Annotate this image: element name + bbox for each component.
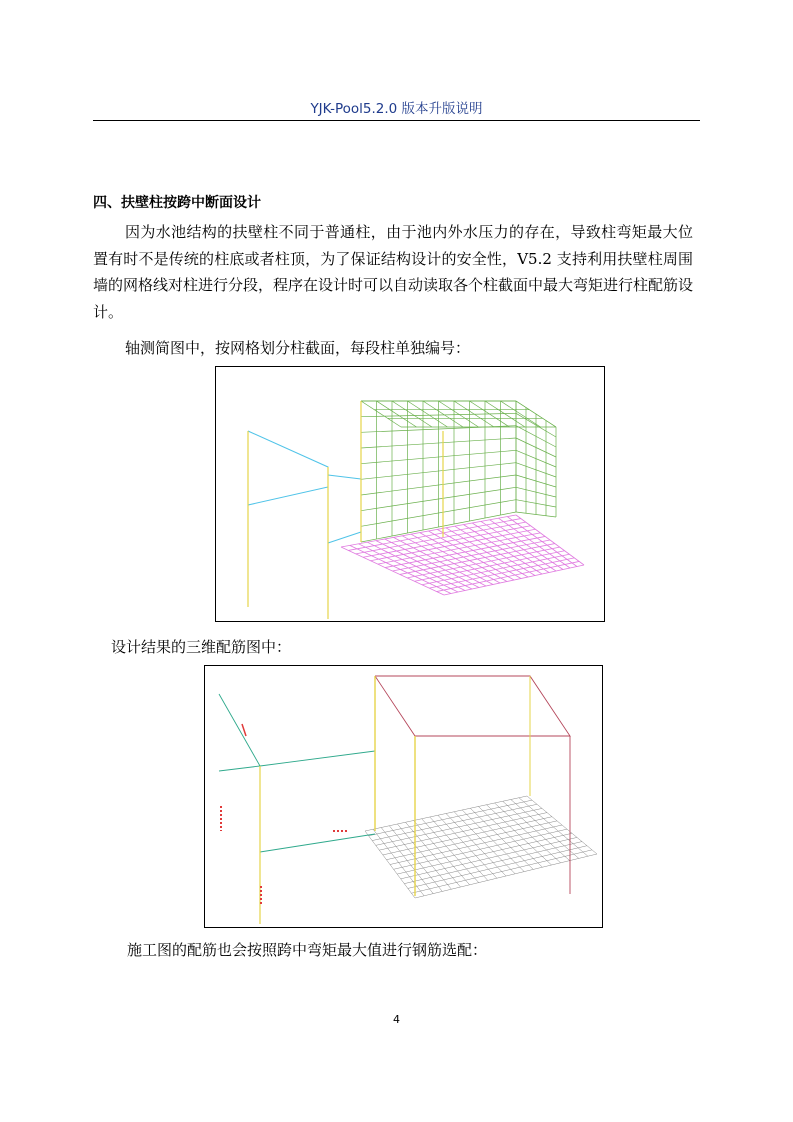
figure3-caption: 施工图的配筋也会按照跨中弯矩最大值进行钢筋选配：: [127, 941, 488, 959]
page-number: 4: [393, 1013, 400, 1026]
axonometric-figure: [215, 366, 605, 622]
page-header: YJK-Pool5.2.0 版本升版说明: [310, 101, 483, 117]
header-divider: [93, 120, 700, 121]
body-paragraph: 因为水池结构的扶壁柱不同于普通柱，由于池内外水压力的存在，导致柱弯矩最大位置有时不是传统的柱底或者柱顶，为了保证结构设计的安全性，V5.2 支持利用扶壁柱周围墙的网格线对柱进行分段，程序在设计时可以自动读取各个柱截面中最大弯矩进行柱配筋设计。: [93, 223, 694, 321]
section-title: 四、扶壁柱按跨中断面设计: [93, 195, 261, 211]
figure2-caption: 设计结果的三维配筋图中：: [111, 638, 292, 656]
figure1-caption: 轴测简图中，按网格划分柱截面，每段柱单独编号：: [125, 339, 471, 357]
reinforcement-3d-figure: [204, 665, 603, 928]
